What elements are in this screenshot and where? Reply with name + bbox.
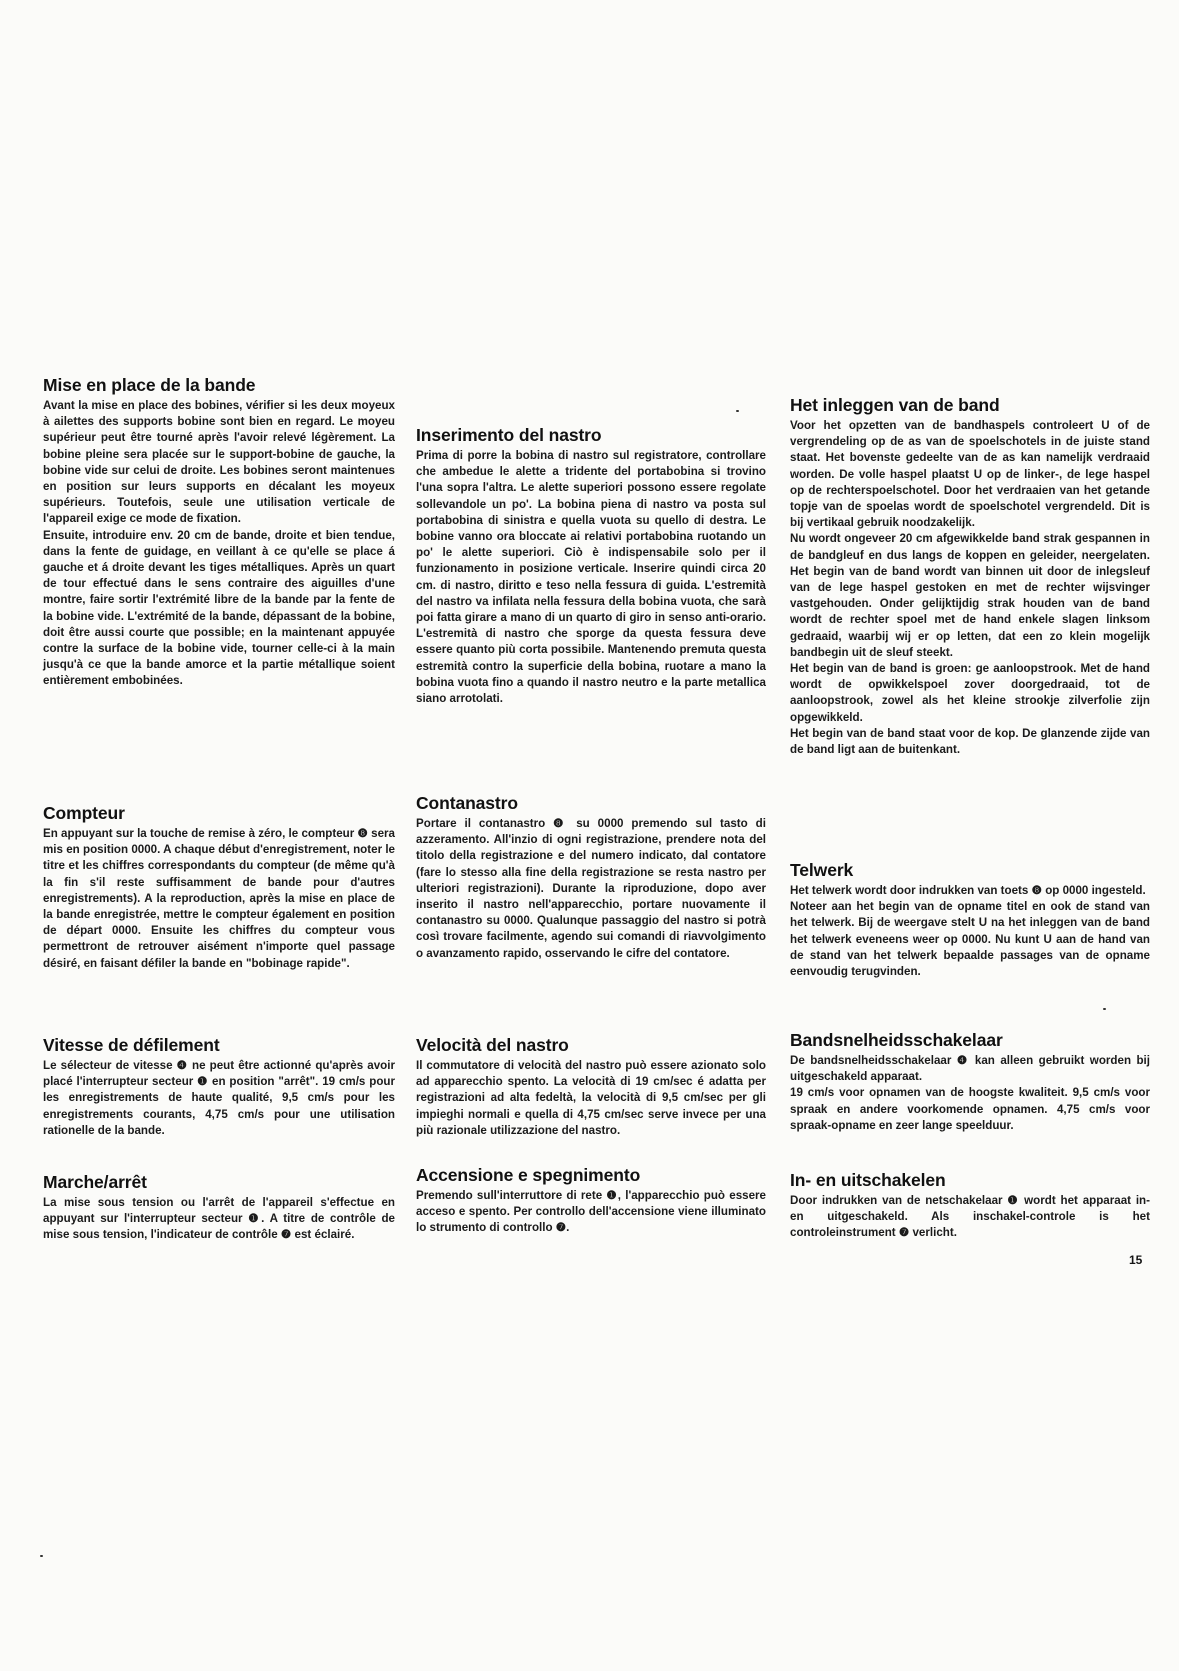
paragraph: Premendo sull'interruttore di rete ❶, l'apparecchio può essere acceso e spento. Per controllo dell'accensione viene illuminato lo strumento di controllo ❼. xyxy=(416,1189,766,1235)
fr-section-marche-arret xyxy=(43,1172,395,1244)
section-title: Inserimento del nastro xyxy=(416,425,602,445)
paragraph: Nu wordt ongeveer 20 cm afgewikkelde band strak gespannen in de bandgleuf en dus langs de koppen en geleider, neergelaten. Het begin van de band wordt van binnen uit door de inlegsleuf van de lege haspel gestoken en met de rechter wijsvinger vastgehouden. Onder gelijktijdig strak houden van de band wordt de rechter spoel met de hand enkele slagen linksom gedraaid, waarbij wij er op letten, dat een zo klein mogelijk bandbegin uit de sleuf steekt. xyxy=(790,532,1150,659)
paragraph: Ensuite, introduire env. 20 cm de bande, droite et bien tendue, dans la fente de guidage, en veillant à ce qu'elle se place á gauche et á droite devant les tiges métalliques. Après un quart de tour effectué dans le sens contraire des aiguilles d'une montre, faire sortir l'extrémité libre de la bande par la fente de la bobine vide. L'extrémité de la bande, dépassant de la bobine, doit être aussi courte que possible; en la maintenant appuyée contre la surface de la bobine vide, tourner celle-ci à la main jusqu'à ce que la bande amorce et la partie métallique soient entièrement embobinées. xyxy=(43,528,395,688)
it-section-accensione xyxy=(416,1165,766,1237)
page-number: 15 xyxy=(1129,1253,1143,1267)
paragraph: Door indrukken van de netschakelaar ❶ wordt het apparaat in- en uitgeschakeld. Als inschakel-controle is het controleinstrument ❼ verlicht. xyxy=(790,1194,1150,1240)
nl-section-bandsnelheid xyxy=(790,1030,1150,1134)
it-section-velocita xyxy=(416,1035,766,1139)
paragraph: En appuyant sur la touche de remise à zéro, le compteur ❽ sera mis en position 0000. A chaque début d'enregistrement, noter le titre et les chiffres correspondants du compteur (de même qu'à la fin s'il reste suffisamment de bande pour d'autres enregistrements). A la reproduction, après la mise en place de la bande enregistrée, mettre le compteur également en position de départ 0000. Ensuite les chiffres du compteur vous permettront de retrouver aisément n'importe quel passage désiré, en faisant défiler la bande en "bobinage rapide". xyxy=(43,827,395,970)
it-section-inserimento xyxy=(416,425,766,707)
paragraph: 19 cm/s voor opnamen van de hoogste kwaliteit. 9,5 cm/s voor spraak en andere voorkomende opnamen. 4,75 cm/s voor spraak-opname en zeer lange speelduur. xyxy=(790,1086,1150,1132)
nl-section-inleggen xyxy=(790,395,1150,758)
nl-section-telwerk xyxy=(790,860,1150,980)
section-title: Mise en place de la bande xyxy=(43,375,256,395)
scan-speck xyxy=(40,1555,43,1557)
paragraph: Il commutatore di velocità del nastro può essere azionato solo ad apparecchio spento. La velocità di 19 cm/sec é adatta per registrazioni ad alta fedeltà, la velocità di 9,5 cm/sec per gli impieghi normali e quella di 4,75 cm/sec serve invece per una più razionale utilizzazione del nastro. xyxy=(416,1059,766,1137)
section-title: Vitesse de défilement xyxy=(43,1035,220,1055)
scan-speck xyxy=(736,410,739,412)
section-title: Telwerk xyxy=(790,860,854,880)
paragraph: Het telwerk wordt door indrukken van toets ❽ op 0000 ingesteld. xyxy=(790,884,1146,897)
section-title: Velocità del nastro xyxy=(416,1035,569,1055)
paragraph: Het begin van de band staat voor de kop. De glanzende zijde van de band ligt aan de buitenkant. xyxy=(790,726,1150,757)
paragraph: De bandsnelheidsschakelaar ❹ kan alleen gebruikt worden bij uitgeschakeld apparaat. xyxy=(790,1054,1150,1084)
fr-section-vitesse xyxy=(43,1035,395,1139)
section-title: Bandsnelheidsschakelaar xyxy=(790,1030,1003,1050)
section-title: In- en uitschakelen xyxy=(790,1170,946,1190)
fr-section-mise-en-place xyxy=(43,375,395,690)
paragraph: Prima di porre la bobina di nastro sul registratore, controllare che ambedue le alette a tridente del portabobina si trovino l'una sopra l'altra. Le alette superiori possono essere regolate sollevandole un po'. La bobina piena di nastro va posta sul portabobina di sinistra e quella vuota su quello di destra. Le bobine vanno ora bloccate ai relativi portabobina ruotando un po' le alette superiori. Ciò è indispensabile solo per il funzionamento in posizione verticale. Inserire quindi circa 20 cm. di nastro, diritto e teso nella fessura di guida. L'estremità del nastro va infilata nella fessura della bobina vuota, che sarà poi fatta girare a mano di un quarto di giro in senso anti-orario. L'estremità di nastro che sporge da questa fessura deve essere quanto più corta possibile. Mantenendo premuta questa estremità contro la superficie della bobina, ruotare a mano la bobina vuota fino a quando il nastro neutro e la parte metallica siano arrotolati. xyxy=(416,449,766,706)
paragraph: Avant la mise en place des bobines, vérifier si les deux moyeux à ailettes des supports bobine sont bien en regard. Le moyeu supérieur peut être tourné après l'avoir relevé légèrement. La bobine pleine sera placée sur le support-bobine de gauche, la bobine vide sur celui de droite. Les bobines seront maintenues en position sur leurs supports en décalant les moyeux supérieurs. Toutefois, seule une utilisation verticale de l'appareil exige ce mode de fixation. xyxy=(43,399,395,526)
paragraph: Het begin van de band is groen: ge aanloopstrook. Met de hand wordt de opwikkelspoel zover doorgedraaid, tot de aanloopstrook, zowel als het kleine strookje zilverfolie zijn opgewikkeld. xyxy=(790,662,1150,724)
paragraph: Le sélecteur de vitesse ❹ ne peut être actionné qu'après avoir placé l'interrupteur secteur ❶ en position "arrêt". 19 cm/s pour les enregistrements de haute qualité, 9,5 cm/s pour les enregistrements courants, 4,75 cm/s pour une utilisation rationelle de la bande. xyxy=(43,1059,395,1137)
paragraph: La mise sous tension ou l'arrêt de l'appareil s'effectue en appuyant sur l'interrupteur secteur ❶. A titre de contrôle de mise sous tension, l'indicateur de contrôle ❼ est éclairé. xyxy=(43,1196,395,1242)
scan-speck xyxy=(1103,1008,1106,1010)
paragraph: Noteer aan het begin van de opname titel en ook de stand van het telwerk. Bij de weergave stelt U na het inleggen van de band het telwerk eveneens weer op 0000. Nu kunt U aan de hand van de stand van het telwerk bepaalde passages van de opname eenvoudig terugvinden. xyxy=(790,900,1150,979)
section-title: Marche/arrêt xyxy=(43,1172,147,1192)
paragraph: Voor het opzetten van de bandhaspels controleert U of de vergrendeling op de as van de spoelschotels in de juiste stand staat. Het bovenste gedeelte van de as kan namelijk verdraaid worden. De volle haspel plaatst U op de linker-, de lege haspel op de rechterspoelschotel. Door het verdraaien van het getande topje van de spoelas wordt de spoelschotel vergrendeld. Dit is bij vertikaal gebruik noodzakelijk. xyxy=(790,419,1150,530)
section-title: Het inleggen van de band xyxy=(790,395,1000,415)
section-title: Accensione e spegnimento xyxy=(416,1165,641,1185)
paragraph: Portare il contanastro ❽ su 0000 premendo sul tasto di azzeramento. All'inzio di ogni registrazione, prendere nota del titolo della registrazione e del numero indicato, dal contatore (fare lo stesso alla fine della registrazione se resta nastro per ulteriori registrazioni). Durante la riproduzione, dopo aver inserito il nastro nell'apparecchio, portare nuovamente il contanastro su 0000. Qualunque passaggio del nastro si potrà così trovare facilmente, agendo sui comandi di riavvolgimento o avanzamento rapido, osservando le cifre del contatore. xyxy=(416,817,766,960)
nl-section-schakelen xyxy=(790,1170,1150,1242)
section-title: Contanastro xyxy=(416,793,518,813)
section-title: Compteur xyxy=(43,803,125,823)
fr-section-compteur xyxy=(43,803,395,972)
it-section-contanastro xyxy=(416,793,766,962)
